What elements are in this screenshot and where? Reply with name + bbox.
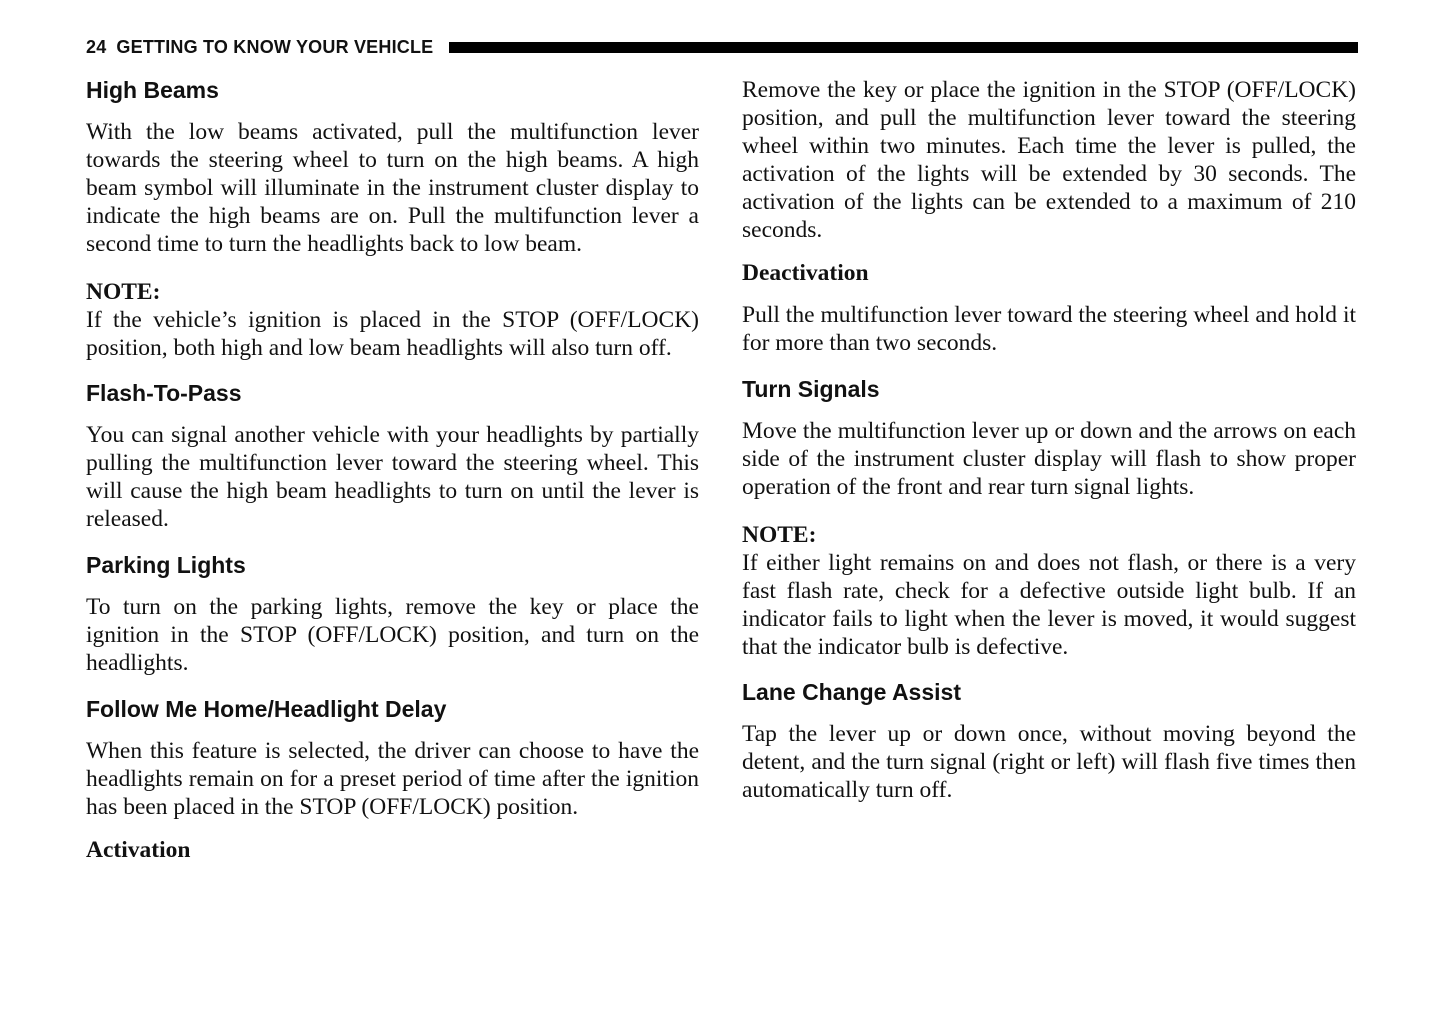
note-text: If the vehicle’s ignition is placed in the STOP (OFF/LOCK) position, both high and low beam headlights will also turn off. — [86, 307, 699, 361]
paragraph-activation: Remove the key or place the ignition in the STOP (OFF/LOCK) position, and pull the multifunction lever toward the steering wheel within two minutes. Each time the lever is pulled, the activation of the lights will be extended by 30 seconds. The activation of the lights can be extended to a maximum of 210 seconds. — [742, 77, 1356, 243]
paragraph-parking-lights: To turn on the parking lights, remove the key or place the ignition in the STOP (OFF/LOCK) position, and turn on the headlights. — [86, 594, 699, 676]
note-label: NOTE: — [742, 522, 817, 548]
header-rule — [449, 42, 1358, 53]
paragraph-lane-change-assist: Tap the lever up or down once, without moving beyond the detent, and the turn signal (right or left) will flash five times then automatically turn off. — [742, 721, 1356, 803]
note-block-left — [86, 278, 699, 362]
page-header — [86, 36, 1358, 58]
heading-parking-lights: Parking Lights — [86, 552, 246, 578]
note-block-right — [742, 521, 1356, 661]
subheading-deactivation: Deactivation — [742, 260, 869, 286]
paragraph-deactivation: Pull the multifunction lever toward the steering wheel and hold it for more than two seconds. — [742, 302, 1356, 356]
heading-follow-me-home: Follow Me Home/Headlight Delay — [86, 696, 447, 722]
page-number: 24 — [86, 36, 107, 57]
paragraph-high-beams: With the low beams activated, pull the multifunction lever towards the steering wheel to turn on the high beams. A high beam symbol will illuminate in the instrument cluster display to indicate the high beams are on. Pull the multifunction lever a second time to turn the headlights back to low beam. — [86, 119, 699, 257]
note-text: If either light remains on and does not flash, or there is a very fast flash rate, check for a defective outside light bulb. If an indicator fails to light when the lever is moved, it would suggest that the indicator bulb is defective. — [742, 550, 1356, 660]
heading-flash-to-pass: Flash-To-Pass — [86, 380, 242, 406]
section-title: GETTING TO KNOW YOUR VEHICLE — [116, 36, 434, 57]
heading-lane-change-assist: Lane Change Assist — [742, 679, 961, 705]
heading-high-beams: High Beams — [86, 77, 219, 103]
left-column — [86, 76, 699, 878]
paragraph-follow-me-home: When this feature is selected, the driver can choose to have the headlights remain on for a preset period of time after the ignition has been placed in the STOP (OFF/LOCK) position. — [86, 738, 699, 820]
paragraph-turn-signals: Move the multifunction lever up or down and the arrows on each side of the instrument cluster display will flash to show proper operation of the front and rear turn signal lights. — [742, 418, 1356, 500]
paragraph-flash-to-pass: You can signal another vehicle with your headlights by partially pulling the multifunction lever toward the steering wheel. This will cause the high beam headlights to turn on until the lever is released. — [86, 422, 699, 532]
right-column — [742, 76, 1356, 819]
heading-turn-signals: Turn Signals — [742, 376, 880, 402]
note-label: NOTE: — [86, 279, 161, 305]
subheading-activation: Activation — [86, 837, 191, 863]
